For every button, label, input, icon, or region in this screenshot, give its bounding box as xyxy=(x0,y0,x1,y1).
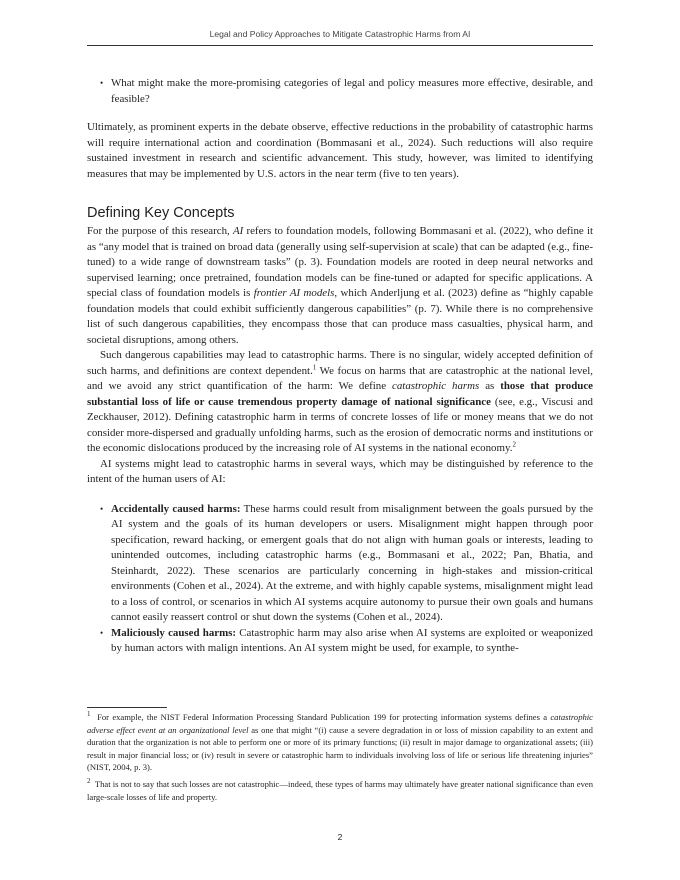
footnote-1 xyxy=(87,711,593,774)
footnote-ref-2[interactable]: 2 xyxy=(512,440,516,449)
list-text: Catastrophic harm may also arise when AI systems are exploited or weaponized by human actors with malign intentions. An AI system might be used, for example, to synthe- xyxy=(111,626,593,654)
paragraph-ai-definition xyxy=(87,224,593,348)
section-heading: Defining Key Concepts xyxy=(87,205,235,221)
footnote-ref-1[interactable]: 1 xyxy=(312,362,317,371)
header-rule xyxy=(87,45,593,46)
term-catastrophic: catastrophic harms xyxy=(392,380,480,392)
paragraph-ultimately: Ultimately, as prominent experts in the debate observe, effective reductions in the probability of catastrophic harms will require international action and coordination (Bommasani et al., 2024). Such reductions will also require sustained investment in research and scientific advancement. This study, however, was limited to identifying measures that may be implemented by U.S. actors in the near term (five to ten years). xyxy=(87,121,593,180)
list-term: Accidentally caused harms: xyxy=(111,502,241,515)
list-term: Maliciously caused harms: xyxy=(111,626,237,639)
footnote-rule xyxy=(87,707,167,708)
text: That is not to say that such losses are not catastrophic—indeed, these types of harms may ultimately have greater national significance than even large-scale losses of life and property. xyxy=(87,779,593,802)
text: We focus on harms that are catastrophic at the national level, and we avoid any strict quantification of the harm: We define xyxy=(87,364,593,392)
text: , which Anderljung et al. (2023) define as “highly capable foundation models that could exhibit sufficiently dangerous capabilities” (p. 7). While there is no comprehensive list of such dangerous capabilities, they encompass those that can produce mass casualties, physical harm, and societal disruptions, among others. xyxy=(87,287,593,346)
definition-bold: those that produce substantial loss of life or cause tremendous property damage of national significance xyxy=(87,380,593,408)
text-italic: catastrophic adverse effect event at an organizational level xyxy=(87,712,593,735)
list-item xyxy=(87,502,593,626)
footnote-number: 1 xyxy=(87,710,91,719)
research-question-list xyxy=(87,76,593,107)
text: Such dangerous capabilities may lead to catastrophic harms. There is no singular, widely accepted definition of such harms, and definitions are context dependent. xyxy=(87,349,593,377)
body-section xyxy=(87,224,593,657)
list-text: These harms could result from misalignment between the goals pursued by the AI system and the goals of its human developers or users. Misalignment might happen through poor specification, reward hacking, or emergent goals that do not align with human goals or interests, leading to unintended outcomes, including catastrophic harms (e.g., Bommasani et al., 2022; Pan, Bhatia, and Steinhardt, 2022). These scenarios are particularly concerning in high-stakes and mission-critical environments (Cohen et al., 2024). At the extreme, and with highly capable systems, misalignment might lead to a loss of control, or scenarios in which AI systems acquire autonomy to pursue their own goals and humans cannot easily reassert control or shut down the systems (Cohen et al., 2024). xyxy=(111,502,593,623)
footnote-2 xyxy=(87,778,593,803)
list-item: • What might make the more-promising categories of legal and policy measures more effective, desirable, and feasible? xyxy=(87,76,593,107)
text: (see, e.g., Viscusi and Zeckhauser, 2012). Defining catastrophic harm in terms of concrete losses of life or money means that we do not consider more-dispersed and gradually unfolding harms, such as the erosion of democratic norms and institutions or the economic dislocations produced by the increasing role of AI systems in the national economy. xyxy=(87,395,594,454)
text: as xyxy=(479,380,501,392)
text: refers to foundation models, following Bommasani et al. (2022), who define it as “any model that is trained on broad data (generally using self-supervision at scale) that can be adapted (e.g., fine-tuned) to a wide range of downstream tasks” (p. 3). Foundation models are rooted in deep neural networks and supervised learning; once pretrained, foundation models can be fine-tuned or adapted for specific applications. A special class of foundation models is xyxy=(87,225,593,299)
harm-types-list xyxy=(87,502,593,657)
list-item xyxy=(87,626,593,657)
footnote-number: 2 xyxy=(87,777,91,786)
paragraph-ways: AI systems might lead to catastrophic harms in several ways, which may be distinguished by reference to the intent of the human users of AI: xyxy=(87,457,593,485)
paragraph-catastrophic-harm xyxy=(87,348,593,457)
text: as one that might “(i) cause a severe degradation in or loss of mission capability to an extent and duration that the organization is not able to perform one or more of its primary functions; (ii) result in major damage to organizational assets; (iii) result in major financial loss; or (iv) result in severe or catastrophic harm to individuals involving loss of life or serious life threatening injuries” (NIST, 2004, p. 3). xyxy=(87,724,593,773)
term-frontier: frontier AI models xyxy=(253,287,335,299)
running-header: Legal and Policy Approaches to Mitigate Catastrophic Harms from AI xyxy=(209,29,471,39)
page-number: 2 xyxy=(337,832,343,842)
term-ai: AI xyxy=(232,225,244,237)
text: For example, the NIST Federal Information Processing Standard Publication 199 for protecting information systems defines a xyxy=(97,712,551,722)
text: For the purpose of this research, xyxy=(87,225,233,237)
